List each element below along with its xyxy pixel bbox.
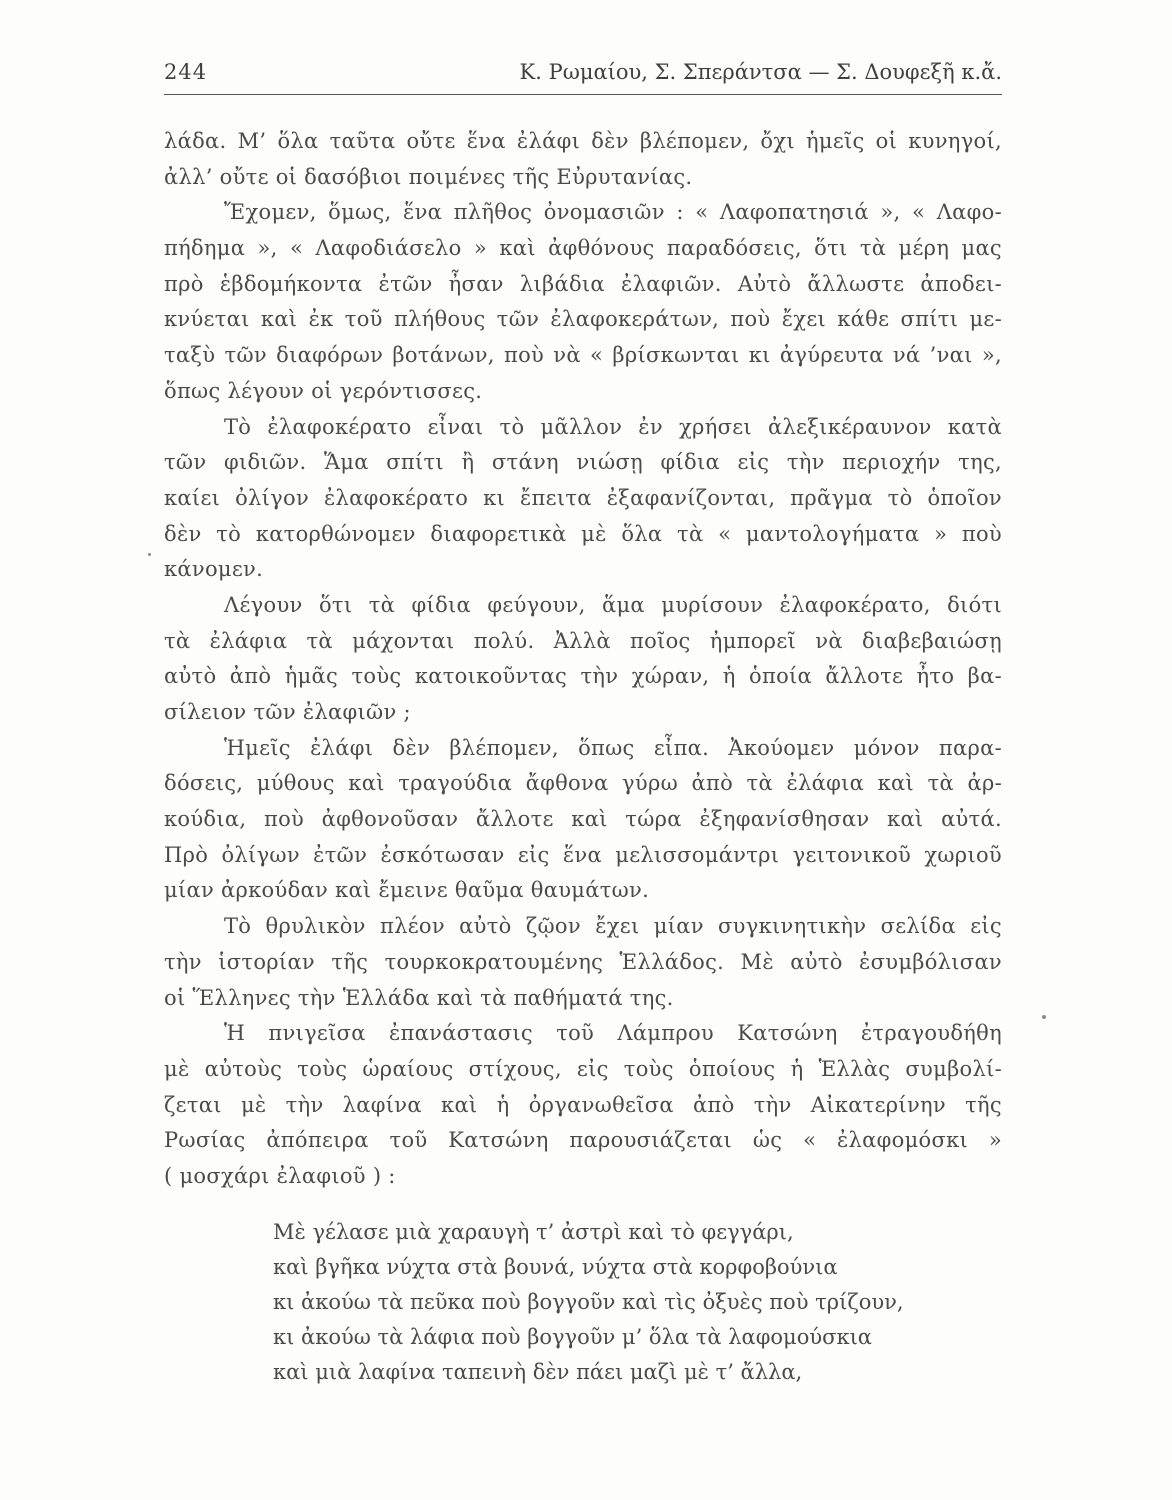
text-line: ( μοσχάρι ἐλαφιοῦ ) : (164, 1163, 396, 1188)
text-line: λάδα. Μ’ ὅλα ταῦτα οὔτε ἕνα ἐλάφι δὲν βλέπομεν, ὄχι ἡμεῖς οἱ κυνηγοί, (164, 129, 1002, 153)
text-line: δὲν τὸ κατορθώνομεν διαφορετικὰ μὲ ὅλα τὰ « μαντολογήματα » ποὺ (164, 521, 1002, 546)
paragraph (164, 124, 1002, 195)
text-line: τὰ ἐλάφια τὰ μάχονται πολύ. Ἀλλὰ ποῖος ἠμπορεῖ νὰ διαβεβαιώσῃ (164, 628, 1002, 653)
text-line: κνύεται καὶ ἐκ τοῦ πλήθους τῶν ἐλαφοκεράτων, ποὺ ἔχει κάθε σπίτι με- (164, 307, 1002, 332)
scan-speck (148, 553, 151, 556)
text-line: δόσεις, μύθους καὶ τραγούδια ἄφθονα γύρω ἀπὸ τὰ ἐλάφια καὶ τὰ ἀρ- (164, 771, 1002, 796)
text-line: Ἡ πνιγεῖσα ἐπανάστασις τοῦ Λάμπρου Κατσώνη ἐτραγουδήθη (224, 1021, 1002, 1046)
text-line: σίλειον τῶν ἐλαφιῶν ; (164, 700, 411, 724)
text-line: Λέγουν ὅτι τὰ φίδια φεύγουν, ἅμα μυρίσουν ἐλαφοκέρατο, διότι (224, 592, 1002, 617)
text-line: αὐτὸ ἀπὸ ἡμᾶς τοὺς κατοικοῦντας τὴν χώραν, ἡ ὁποία ἄλλοτε ἦτο βα- (164, 664, 1002, 689)
text-line: τῶν φιδιῶν. Ἅμα σπίτι ἢ στάνη νιώσῃ φίδια εἰς τὴν περιοχήν της, (164, 450, 1002, 475)
text-line: ὅπως λέγουν οἱ γερόντισσες. (164, 378, 483, 403)
paragraph (164, 1016, 1002, 1194)
text-line: οἱ Ἕλληνες τὴν Ἑλλάδα καὶ τὰ παθήματά της. (164, 985, 674, 1010)
page-header (164, 60, 1002, 95)
text-line: πρὸ ἑβδομήκοντα ἐτῶν ἦσαν λιβάδια ἐλαφιῶν. Αὐτὸ ἄλλωστε ἀποδει- (164, 271, 1002, 296)
text-line: κούδια, ποὺ ἀφθονοῦσαν ἄλλοτε καὶ τώρα ἐξηφανίσθησαν καὶ αὐτά. (164, 807, 1002, 832)
text-line: καίει ὀλίγον ἐλαφοκέρατο κι ἔπειτα ἐξαφανίζονται, πρᾶγμα τὸ ὁποῖον (164, 485, 1002, 510)
text-line: ταξὺ τῶν διαφόρων βοτάνων, ποὺ νὰ « βρίσκωνται κι ἀγύρευτα νά ’ναι », (164, 343, 1002, 368)
paragraph (164, 410, 1002, 588)
body-text (164, 124, 1002, 1195)
verse-line: Μὲ γέλασε μιὰ χαραυγὴ τ’ ἀστρὶ καὶ τὸ φεγγάρι, (273, 1220, 794, 1244)
paragraph (164, 588, 1002, 731)
running-head: Κ. Ρωμαίου, Σ. Σπεράντσα — Σ. Δουφεξῆ κ.ἄ. (519, 60, 1002, 84)
text-line: πήδημα », « Λαφοδιάσελο » καὶ ἀφθόνους παραδόσεις, ὅτι τὰ μέρη μας (164, 236, 1002, 261)
text-line: Ἔχομεν, ὅμως, ἕνα πλῆθος ὀνομασιῶν : « Λαφοπατησιά », « Λαφο- (224, 200, 1002, 225)
text-line: τὴν ἱστορίαν τῆς τουρκοκρατουμένης Ἑλλάδος. Μὲ αὐτὸ ἐσυμβόλισαν (164, 949, 1002, 974)
text-line: Ἡμεῖς ἐλάφι δὲν βλέπομεν, ὅπως εἶπα. Ἀκούομεν μόνον παρα- (224, 735, 1002, 760)
text-line: Πρὸ ὀλίγων ἐτῶν ἐσκότωσαν εἰς ἕνα μελισσομάντρι γειτονικοῦ χωριοῦ (164, 842, 1002, 867)
verse-line: καὶ βγῆκα νύχτα στὰ βουνά, νύχτα στὰ κορφοβούνια (273, 1255, 838, 1279)
text-line: ἀλλ’ οὔτε οἱ δασόβιοι ποιμένες τῆς Εὐρυτανίας. (164, 164, 693, 189)
paragraph (164, 195, 1002, 409)
text-line: Τὸ θρυλικὸν πλέον αὐτὸ ζῷον ἔχει μίαν συγκινητικὴν σελίδα εἰς (224, 914, 1002, 939)
verse-block (273, 1215, 904, 1390)
paragraph (164, 731, 1002, 909)
text-line: Τὸ ἐλαφοκέρατο εἶναι τὸ μᾶλλον ἐν χρήσει ἀλεξικέραυνον κατὰ (224, 414, 1002, 439)
text-line: κάνομεν. (164, 557, 264, 582)
scan-speck (1042, 1015, 1046, 1019)
text-line: μίαν ἀρκούδαν καὶ ἔμεινε θαῦμα θαυμάτων. (164, 878, 650, 903)
verse-line: κι ἀκούω τὰ λάφια ποὺ βογγοῦν μ’ ὅλα τὰ λαφομούσκια (273, 1325, 872, 1349)
page-number: 244 (164, 60, 208, 84)
verse-line: καὶ μιὰ λαφίνα ταπεινὴ δὲν πάει μαζὶ μὲ τ’ ἄλλα, (273, 1360, 803, 1384)
verse-line: κι ἀκούω τὰ πεῦκα ποὺ βογγοῦν καὶ τὶς ὀξυὲς ποὺ τρίζουν, (273, 1290, 904, 1314)
text-line: μὲ αὐτοὺς τοὺς ὡραίους στίχους, εἰς τοὺς ὁποίους ἡ Ἑλλὰς συμβολί- (164, 1056, 1002, 1081)
text-line: ζεται μὲ τὴν λαφίνα καὶ ἡ ὀργανωθεῖσα ἀπὸ τὴν Αἰκατερίνην τῆς (164, 1092, 1002, 1117)
paragraph (164, 909, 1002, 1016)
text-line: Ρωσίας ἀπόπειρα τοῦ Κατσώνη παρουσιάζεται ὡς « ἐλαφομόσκι » (164, 1128, 1002, 1153)
